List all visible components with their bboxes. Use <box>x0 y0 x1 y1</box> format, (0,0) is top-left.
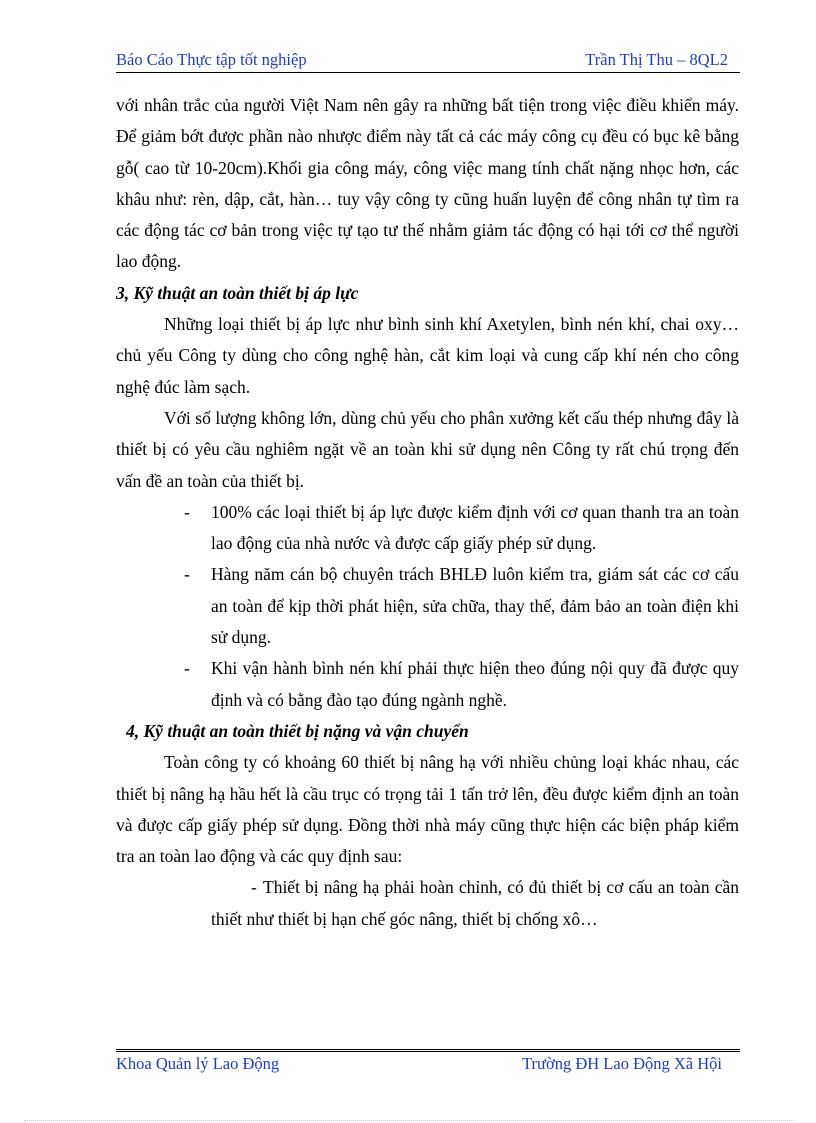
bullet-dash: - <box>184 501 190 522</box>
list-item <box>184 559 739 653</box>
list-item-text: Hàng năm cán bộ chuyên trách BHLĐ luôn kiểm tra, giám sát các cơ cấu an toàn để kịp thời phát hiện, sửa chữa, thay thế, đảm bảo an toàn điện khi sử dụng. <box>211 564 739 648</box>
header-divider <box>116 72 740 73</box>
footer-university: Trường ĐH Lao Động Xã Hội <box>522 1054 722 1073</box>
list-item-text: Thiết bị nâng hạ phải hoàn chỉnh, có đủ thiết bị cơ cấu an toàn cần thiết như thiết bị hạn chế góc nâng, thiết bị chống xô… <box>211 877 739 929</box>
paragraph-pressure-equipment: Những loại thiết bị áp lực như bình sinh khí Axetylen, bình nén khí, chai oxy…chủ yếu Công ty dùng cho công nghệ hàn, cắt kim loại và cung cấp khí nén cho công nghệ đúc làm sạch. <box>116 314 739 397</box>
paragraph-ergonomics: với nhân trắc của người Việt Nam nên gây ra những bất tiện trong việc điều khiển máy. Để giảm bớt được phần nào nhược điểm này tất cả các máy công cụ đều có bục kê bằng gỗ( cao từ 10-20cm).Khối gia công máy, công việc mang tính chất nặng nhọc hơn, các khâu như: rèn, dập, cắt, hàn… tuy vậy công ty cũng huấn luyện để công nhân tự tìm ra các động tác cơ bản trong việc tự tạo tư thế nhằm giảm tác động có hại tới cơ thể người lao động. <box>116 95 739 272</box>
list-item <box>184 497 739 560</box>
list-item-text: 100% các loại thiết bị áp lực được kiểm định với cơ quan thanh tra an toàn lao động của nhà nước và được cấp giấy phép sử dụng. <box>211 501 739 554</box>
list-item <box>184 653 739 716</box>
paragraph-pressure-importance: Với số lượng không lớn, dùng chủ yếu cho phân xưởng kết cấu thép nhưng đây là thiết bị có yêu cầu nghiêm ngặt về an toàn khi sử dụng nên Công ty rất chú trọng đến vấn đề an toàn của thiết bị. <box>116 407 739 491</box>
footer-divider <box>116 1049 740 1052</box>
footer-faculty: Khoa Quản lý Lao Động <box>116 1054 280 1073</box>
bullet-dash: - <box>184 564 190 585</box>
heading-pressure-equipment: 3, Kỹ thuật an toàn thiết bị áp lực <box>116 282 359 303</box>
bullet-dash: - <box>251 877 257 898</box>
list-item <box>211 872 739 935</box>
heading-lifting-equipment: 4, Kỹ thuật an toàn thiết bị nặng và vận chuyển <box>126 720 469 741</box>
document-body <box>116 90 739 935</box>
page-header <box>116 50 740 72</box>
header-author: Trần Thị Thu – 8QL2 <box>585 50 728 69</box>
page-edge-divider <box>24 1120 794 1121</box>
page-footer <box>116 1054 740 1078</box>
header-report-title: Báo Cáo Thực tập tốt nghiệp <box>116 50 307 69</box>
paragraph-lifting-equipment: Toàn công ty có khoảng 60 thiết bị nâng hạ với nhiều chủng loại khác nhau, các thiết bị nâng hạ hầu hết là cầu trục có trọng tải 1 tấn trở lên, đều được kiểm định an toàn và được cấp giấy phép sử dụng. Đồng thời nhà máy cũng thực hiện các biện pháp kiểm tra an toàn lao động và các quy định sau: <box>116 752 739 867</box>
list-item-text: Khi vận hành bình nén khí phải thực hiện theo đúng nội quy đã được quy định và có bằng đào tạo đúng ngành nghề. <box>211 658 739 710</box>
bullet-dash: - <box>184 658 190 679</box>
